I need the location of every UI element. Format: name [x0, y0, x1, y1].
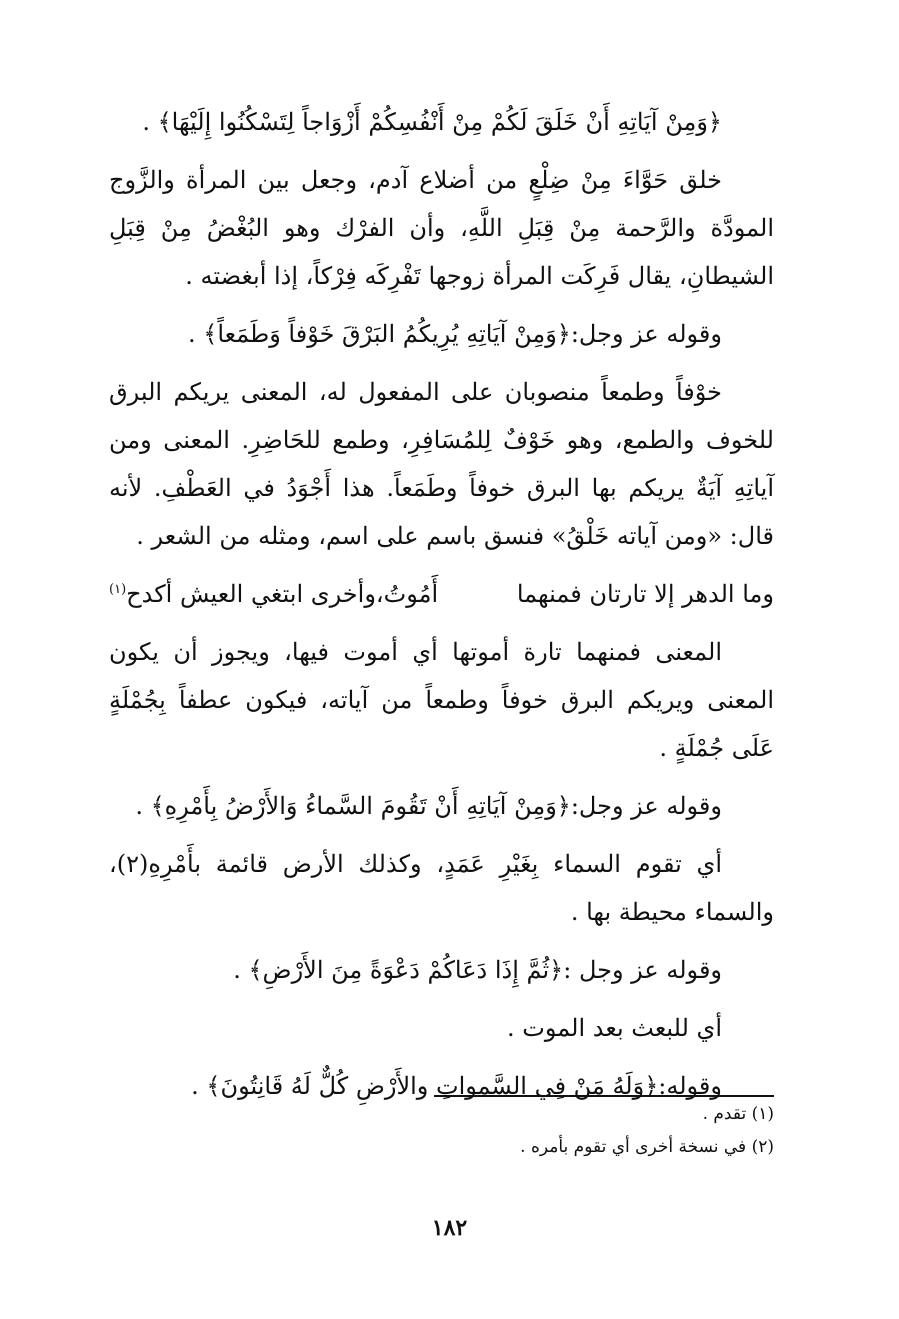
- explanation-paragraph-3: المعنى فمنهما تارة أموتها أي أموت فيها، ويجوز أن يكون المعنى ويريكم البرق خوفاً وطمعاً من آياته، فيكون عطفاً بِجُمْلَةٍ عَلَى جُمْلَةٍ .: [109, 638, 774, 762]
- poetry-hemistich-2-text: أَمُوتُ،وأخرى ابتغي العيش أكدح: [126, 580, 439, 608]
- page-number: ١٨٢: [431, 1215, 468, 1241]
- footnotes: [274, 1098, 774, 1164]
- verse-quote-1: ﴿وَمِنْ آيَاتِهِ أَنْ خَلَقَ لَكُمْ مِنْ أَنْفُسِكُمْ أَزْوَاجاً لِتَسْكُنُوا إِلَيْهَا﴾ .: [142, 108, 722, 136]
- verse-quote-4: وقوله عز وجل :﴿ثُمَّ إِذَا دَعَاكُمْ دَعْوَةً مِنَ الأَرْضِ﴾ .: [233, 956, 722, 984]
- verse-quote-3: وقوله عز وجل:﴿وَمِنْ آيَاتِهِ أَنْ تَقُومَ السَّماءُ وَالأَرْضُ بِأَمْرِهِ﴾ .: [135, 792, 722, 820]
- explanation-paragraph-5: أي للبعث بعد الموت .: [507, 1014, 722, 1042]
- poetry-hemistich-1: وما الدهر إلا تارتان فمنهما: [516, 580, 774, 608]
- main-text: [109, 98, 774, 1120]
- explanation-paragraph-4: أي تقوم السماء بِغَيْرِ عَمَدٍ، وكذلك الأرض قائمة بأَمْرِهِ(٢)، والسماء محيطة بها .: [109, 850, 774, 926]
- footnote-mark-1: (١): [109, 582, 127, 597]
- explanation-paragraph-1: خلق حَوَّاءَ مِنْ ضِلْعٍ من أضلاع آدم، وجعل بين المرأة والزَّوج المودَّة والرَّحمة مِنْ قِبَلِ اللَّهِ، وأن الفرْك وهو البُغْضُ مِنْ قِبَلِ الشيطانِ، يقال فَرِكَت المرأة زوجها تَفْرِكَه فِرْكاً، إذا أبغضته .: [109, 166, 774, 290]
- verse-quote-2: وقوله عز وجل:﴿وَمِنْ آيَاتِهِ يُرِيكُمُ البَرْقَ خَوْفاً وَطَمَعاً﴾ .: [188, 320, 722, 348]
- footnote-divider: [434, 1095, 774, 1097]
- footnote-1: (١) تقدم .: [702, 1104, 774, 1124]
- footnote-2: (٢) في نسخة أخرى أي تقوم بأمره .: [520, 1137, 774, 1157]
- verse-quote-5: وقوله:﴿وَلَهُ مَنْ فِي السَّمواتِ والأَرْضِ كُلٌّ لَهُ قَانِتُونَ﴾ .: [191, 1072, 722, 1100]
- explanation-paragraph-2: خوْفاً وطمعاً منصوبان على المفعول له، المعنى يريكم البرق للخوف والطمع، وهو خَوْفٌ لِلمُسَافِرِ، وطمع للحَاضِرِ. المعنى ومن آياتِهِ آيَةٌ يريكم بها البرق خوفاً وطَمَعاً. هذا أَجْوَدُ في العَطْفِ. لأنه قال: «ومن آياته خَلْقُ» فنسق باسم على اسم، ومثله من الشعر .: [109, 378, 774, 550]
- poetry-hemistich-2: [109, 570, 438, 618]
- poetry-line: [109, 570, 774, 618]
